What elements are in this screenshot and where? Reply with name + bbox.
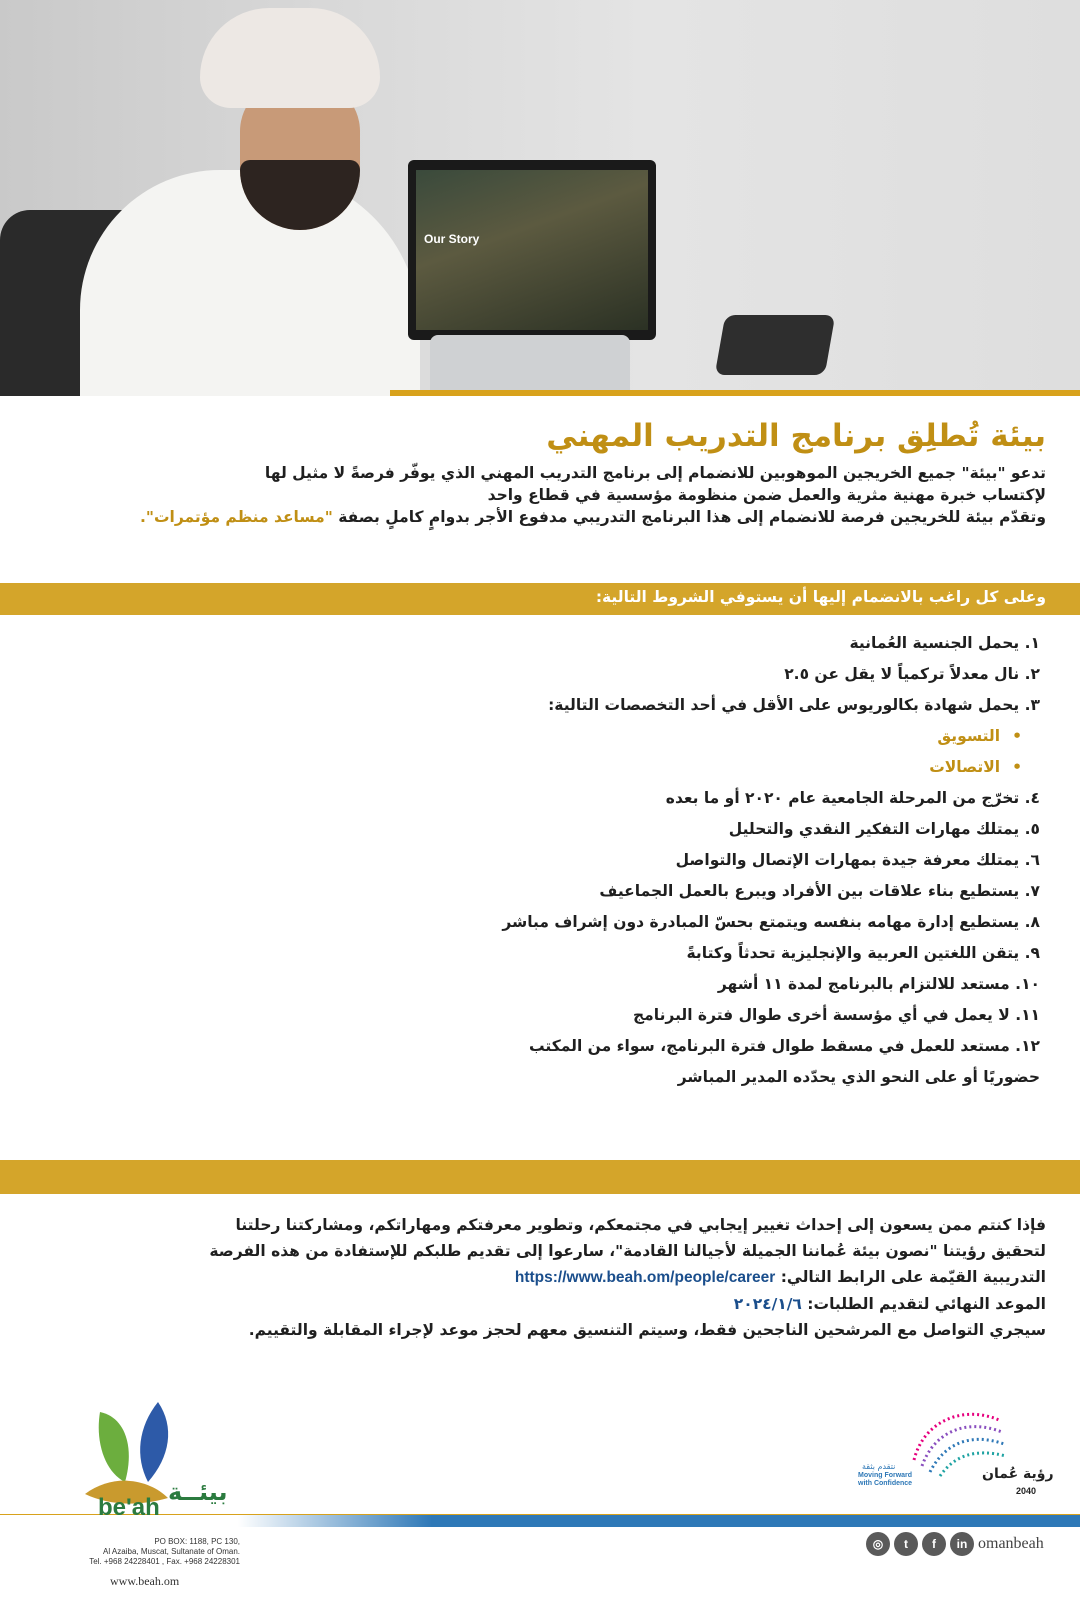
career-link[interactable]: https://www.beah.om/people/career [514,1269,776,1286]
specialization-item: • الاتصالات [320,754,1040,785]
monitor-screen [416,170,648,330]
conditions-heading: وعلى كل راغب بالانضمام إليها أن يستوفي الشروط التالية: [595,588,1046,606]
intro-line-2: لإكتساب خبرة مهنية مثرية والعمل ضمن منظومة مؤسسية في قطاع واحد [487,486,1046,504]
vision-year: 2040 [1016,1486,1037,1496]
requirement-item: ٧. يستطيع بناء علاقات بين الأفراد ويبرع بالعمل الجماعيف [599,882,1040,900]
intro-line-3 [36,506,1046,528]
oman-vision-logo [858,1400,1072,1510]
requirement-item: ٨. يستطيع إدارة مهامه بنفسه ويتمتع بحسّ المبادرة دون إشراف مباشر [502,913,1040,931]
moving-forward-text [858,1472,912,1488]
requirements-list [320,630,1040,1094]
address-line: Al Azaiba, Muscat, Sultanate of Oman. [103,1547,240,1556]
closing-line-5: سيجري التواصل مع المرشحين الناجحين فقط، وسيتم التنسيق معهم لحجز موعد لإجراء المقابلة والتقييم. [248,1321,1046,1339]
deadline-line [36,1291,1046,1317]
requirement-item: ١٠. مستعد للالتزام بالبرنامج لمدة ١١ أشهر [717,975,1040,993]
deadline-label: الموعد النهائي لتقديم الطلبات: [807,1295,1046,1313]
closing-band [0,1160,1080,1194]
conditions-band [0,583,1080,615]
linkedin-icon[interactable]: in [950,1532,974,1556]
hero-accent-line [390,390,1080,396]
specialization-item: • التسويق [320,723,1040,754]
job-title: "مساعد منظم مؤتمرات". [140,508,333,526]
facebook-icon[interactable]: f [922,1532,946,1556]
logo-latin-text: be'ah [98,1494,160,1521]
address-line: PO BOX: 1188, PC 130, [154,1537,240,1546]
closing-paragraph [36,1212,1046,1343]
requirement-item: ٦. يمتلك معرفة جيدة بمهارات الإتصال والتواصل [675,851,1040,869]
requirement-item: ٥. يمتلك مهارات التفكير النقدي والتحليل [728,820,1040,838]
social-icons [866,1532,974,1556]
deadline-date: ٢٠٢٤/١/٦ [733,1295,802,1313]
logo-arabic-text: بيئــة [168,1478,228,1506]
laptop [430,335,630,395]
desk-phone [715,315,836,375]
requirement-item: ٤. تخرّج من المرحلة الجامعية عام ٢٠٢٠ أو ما بعده [665,789,1040,807]
screen-title: Our Story [424,232,480,246]
person-massar [200,8,380,108]
vision-arabic-text: رؤية عُمان [982,1466,1054,1482]
address-line: Tel. +968 24228401 , Fax. +968 24228301 [89,1557,240,1566]
requirement-item: ١. يحمل الجنسية العُمانية [849,634,1040,652]
requirement-item: ٩. يتقن اللغتين العربية والإنجليزية تحدثاً وكتابةً [686,944,1040,962]
intro-paragraph [36,462,1046,528]
postal-address [60,1537,240,1567]
closing-line-2: لتحقيق رؤيتنا "نصون بيئة عُماننا الجميلة لأجيالنا القادمة"، سارعوا إلى تقديم طلبكم للإستفادة من هذه الفرصة [209,1242,1046,1260]
intro-line-1: تدعو "بيئة" جميع الخريجين الموهوبين للانضمام إلى برنامج التدريب المهني الذي يوفّر فرصةً لا مثيل لها [264,464,1046,482]
moving-forward-line: with Confidence [858,1480,913,1487]
requirement-item: ١٢. مستعد للعمل في مسقط طوال فترة البرنامج، سواء من المكتب [528,1037,1040,1055]
moving-forward-arabic: نتقدم بثقة [862,1462,896,1471]
moving-forward-line: Moving Forward [858,1472,913,1479]
hero-photo [0,0,1080,396]
social-handle[interactable]: omanbeah [978,1535,1044,1552]
website-link[interactable]: www.beah.om [110,1574,180,1588]
instagram-icon[interactable]: ◎ [866,1532,890,1556]
closing-line-3 [36,1264,1046,1291]
intro-line-3-text: وتقدّم بيئة للخريجين فرصة للانضمام إلى هذا البرنامج التدريبي مدفوع الأجر بدوامٍ كاملٍ بصفة [338,508,1046,526]
requirement-item: ١١. لا يعمل في أي مؤسسة أخرى طوال فترة البرنامج [633,1006,1040,1024]
closing-line-3-text: التدريبية القيّمة على الرابط التالي: [780,1268,1046,1286]
requirement-item: ٢. نال معدلاً تركمياً لا يقل عن ٢.٥ [784,665,1040,683]
requirement-item-continuation: حضوريًا أو على النحو الذي يحدّده المدير المباشر [677,1068,1040,1086]
page-title: بيئة تُطلِق برنامج التدريب المهني [546,418,1046,454]
closing-line-1: فإذا كنتم ممن يسعون إلى إحداث تغيير إيجابي في مجتمعكم، وتطوير معرفتكم ومهاراتكم، ومشاركتنا رحلتنا [235,1216,1046,1234]
requirement-item: ٣. يحمل شهادة بكالوريوس على الأقل في أحد التخصصات التالية: [548,696,1040,714]
twitter-icon[interactable]: t [894,1532,918,1556]
